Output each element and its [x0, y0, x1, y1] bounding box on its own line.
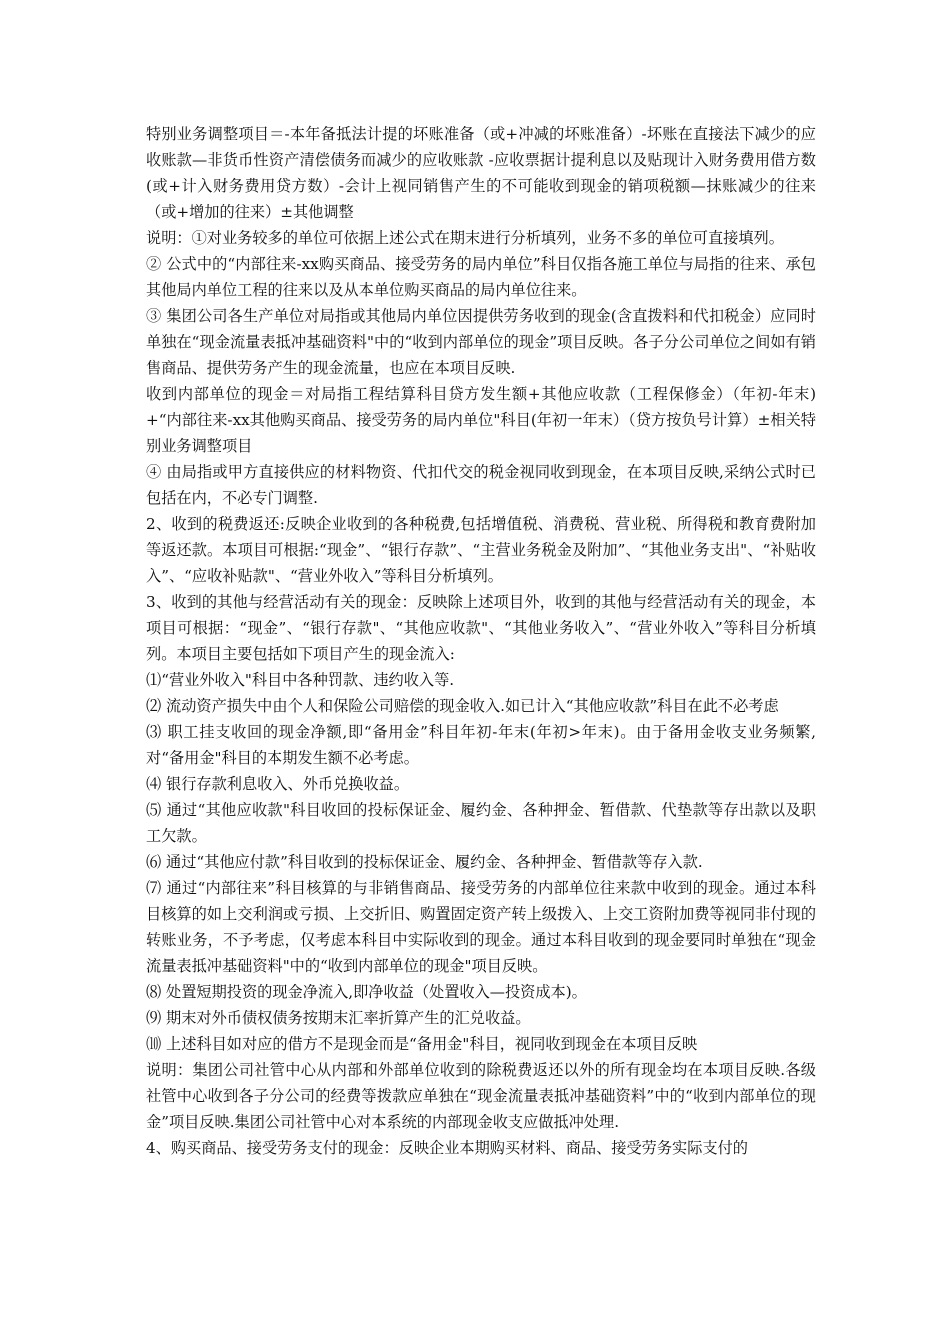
paragraph-social-center-note: 说明：集团公司社管中心从内部和外部单位收到的除税费返还以外的所有现金均在本项目反映.各级社管中心收到各子分公司的经费等拨款应单独在“现金流量表抵冲基础资料”中的“收到内部单位的现金”项目反映.集团公司社管中心对本系统的内部现金收支应做抵冲处理. — [146, 1061, 816, 1131]
list-item-9: ⑼ 期末对外币债权债务按期末汇率折算产生的汇兑收益。 — [146, 1009, 531, 1027]
list-item-8: ⑻ 处置短期投资的现金净流入,即净收益（处置收入—投资成本)。 — [146, 983, 587, 1001]
list-item-6: ⑹ 通过“其他应付款”科目收到的投标保证金、履约金、各种押金、暂借款等存入款. — [146, 853, 703, 871]
list-item-3: ⑶ 职工挂支收回的现金净额,即“备用金”科目年初-年末(年初>年末)。由于备用金收支业务频繁,对“备用金"科目的本期发生额不必考虑。 — [146, 723, 816, 767]
list-item-10: ⑽ 上述科目如对应的借方不是现金而是“备用金"科目，视同收到现金在本项目反映 — [146, 1035, 698, 1053]
list-item-5: ⑸ 通过“其他应收款"科目收回的投标保证金、履约金、各种押金、暂借款、代垫款等存出款以及职工欠款。 — [146, 801, 816, 845]
list-item-2: ⑵ 流动资产损失中由个人和保险公司赔偿的现金收入.如已计入“其他应收款”科目在此不必考虑 — [146, 697, 779, 715]
paragraph-note-2: ② 公式中的“内部往来-xx购买商品、接受劳务的局内单位”科目仅指各施工单位与局指的往来、承包其他局内单位工程的往来以及从本单位购买商品的局内单位往来。 — [146, 255, 816, 299]
list-item-7: ⑺ 通过“内部往来”科目核算的与非销售商品、接受劳务的内部单位往来款中收到的现金。通过本科目核算的如上交利润或亏损、上交折旧、购置固定资产转上级拨入、上交工资附加费等视同非付现的转账业务，不予考虑，仅考虑本科目中实际收到的现金。通过本科目收到的现金要同时单独在“现金流量表抵冲基础资料"中的“收到内部单位的现金"项目反映。 — [146, 879, 816, 975]
paragraph-section-3-other-cash: 3、收到的其他与经营活动有关的现金：反映除上述项目外，收到的其他与经营活动有关的现金，本项目可根据：“现金”、“银行存款"、“其他应收款"、“其他业务收入”、“营业外收入”等科目分析填列。本项目主要包括如下项目产生的现金流入: — [146, 593, 816, 663]
paragraph-adjustment-formula: 特别业务调整项目＝-本年备抵法计提的坏账准备（或+冲减的坏账准备）-坏账在直接法下减少的应收账款—非货币性资产清偿债务而减少的应收账款 -应收票据计提利息以及贴现计入财务费用借方数(或+计入财务费用贷方数）-会计上视同销售产生的不可能收到现金的销项税额—抹账减少的往来（或+增加的往来）±其他调整 — [146, 125, 816, 221]
paragraph-internal-cash-formula: 收到内部单位的现金＝对局指工程结算科目贷方发生额+其他应收款（工程保修金）（年初-年末)+“内部往来-xx其他购买商品、接受劳务的局内单位"科目(年初一年末）（贷方按负号计算）±相关特别业务调整项目 — [146, 385, 816, 455]
paragraph-note-1: 说明：①对业务较多的单位可依据上述公式在期末进行分析填列，业务不多的单位可直接填列。 — [146, 229, 784, 247]
list-item-1: ⑴“营业外收入"科目中各种罚款、违约收入等. — [146, 671, 455, 689]
document-page — [146, 121, 816, 1161]
list-item-4: ⑷ 银行存款利息收入、外币兑换收益。 — [146, 775, 410, 793]
paragraph-note-4: ④ 由局指或甲方直接供应的材料物资、代扣代交的税金视同收到现金，在本项目反映,采纳公式时已包括在内，不必专门调整. — [146, 463, 816, 507]
paragraph-section-4-purchases: 4、购买商品、接受劳务支付的现金：反映企业本期购买材料、商品、接受劳务实际支付的 — [146, 1139, 748, 1157]
paragraph-note-3: ③ 集团公司各生产单位对局指或其他局内单位因提供劳务收到的现金(含直拨料和代扣税金）应同时单独在“现金流量表抵冲基础资料"中的“收到内部单位的现金”项目反映。各子分公司单位之间如有销售商品、提供劳务产生的现金流量，也应在本项目反映. — [146, 307, 816, 377]
paragraph-section-2-tax-refund: 2、收到的税费返还:反映企业收到的各种税费,包括增值税、消费税、营业税、所得税和教育费附加等返还款。本项目可根据:“现金”、“银行存款”、“主营业务税金及附加”、“其他业务支出"、“补贴收入”、“应收补贴款"、“营业外收入”等科目分析填列。 — [146, 515, 816, 585]
